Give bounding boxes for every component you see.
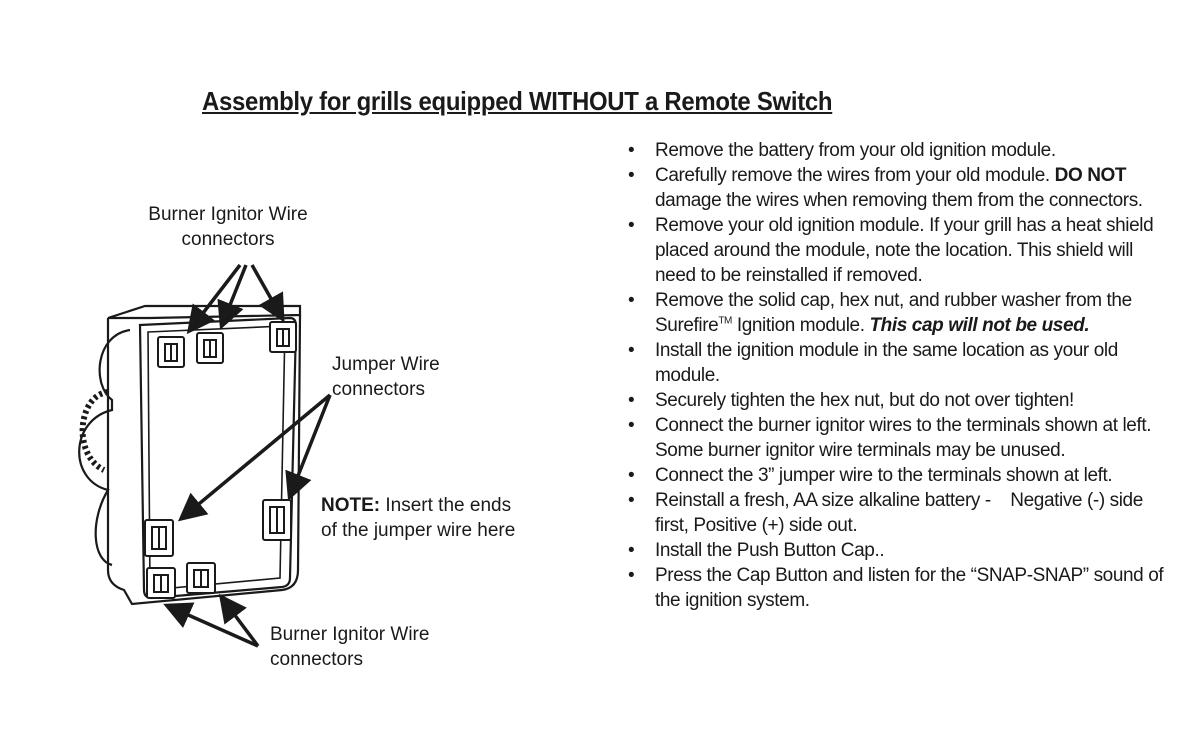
label-jumper-line1: Jumper Wire (332, 354, 440, 375)
instruction-item (628, 388, 1173, 413)
note-body: Insert the ends of the jumper wire here (321, 495, 516, 541)
instruction-item (628, 463, 1173, 488)
instruction-text: Install the Push Button Cap.. (655, 540, 885, 561)
page-title: Assembly for grills equipped WITHOUT a Remote Switch (202, 86, 833, 116)
instruction-item (628, 538, 1173, 563)
instruction-text: Press the Cap Button and listen for the “SNAP-SNAP” sound of the ignition system. (655, 565, 1164, 611)
terminal-top-2 (197, 333, 223, 363)
label-jumper-wire (332, 352, 440, 402)
instruction-item (628, 213, 1173, 288)
instruction-item (628, 288, 1173, 338)
terminal-jumper-left (145, 520, 173, 556)
instruction-text: Remove the solid cap, hex nut, and rubber washer from the Surefire (655, 290, 1132, 336)
instruction-list (628, 138, 1173, 613)
terminal-connectors (145, 322, 296, 598)
instruction-emphasis: This cap will not be used. (869, 315, 1090, 336)
instruction-text: Securely tighten the hex nut, but do not over tighten! (655, 390, 1074, 411)
terminal-top-1 (158, 337, 184, 367)
instruction-text: Connect the burner ignitor wires to the terminals shown at left. Some burner ignitor wire terminals may be unused. (655, 415, 1152, 461)
instruction-item (628, 138, 1173, 163)
instruction-text: Install the ignition module in the same location as your old module. (655, 340, 1118, 386)
label-jumper-line2: connectors (332, 379, 425, 400)
note-heading: NOTE: (321, 495, 381, 516)
label-burner-ignitor-top (133, 202, 323, 252)
instruction-text-cont: Ignition module. (731, 315, 870, 336)
instruction-item (628, 563, 1173, 613)
terminal-top-3 (270, 322, 296, 352)
terminal-bottom-2 (187, 563, 215, 593)
instruction-text-cont: damage the wires when removing them from the connectors. (655, 190, 1143, 211)
instruction-emphasis: DO NOT (1054, 165, 1127, 186)
label-burner-bottom-line1: Burner Ignitor Wire (270, 624, 430, 645)
trademark-superscript: TM (718, 315, 732, 327)
label-burner-ignitor-bottom (270, 622, 429, 672)
label-burner-bottom-line2: connectors (270, 649, 363, 670)
instruction-item (628, 338, 1173, 388)
instruction-item (628, 488, 1173, 538)
note-label (321, 493, 531, 543)
instruction-text: Remove your old ignition module. If your grill has a heat shield placed around the module, note the location. This shield will need to be reinstalled if removed. (655, 215, 1154, 286)
terminal-jumper-right (263, 500, 291, 540)
instruction-item (628, 413, 1173, 463)
instruction-item (628, 163, 1173, 213)
terminal-bottom-1 (147, 568, 175, 598)
instruction-text: Reinstall a fresh, AA size alkaline battery - Negative (-) side first, Positive (+) side out. (655, 490, 1148, 536)
instruction-text: Remove the battery from your old ignition module. (655, 140, 1056, 161)
label-burner-top-line1: Burner Ignitor Wire (148, 204, 308, 225)
instruction-text: Connect the 3” jumper wire to the terminals shown at left. (655, 465, 1113, 486)
ignition-module-body (79, 306, 300, 604)
label-burner-top-line2: connectors (181, 229, 275, 250)
instruction-text: Carefully remove the wires from your old module. (655, 165, 1055, 186)
